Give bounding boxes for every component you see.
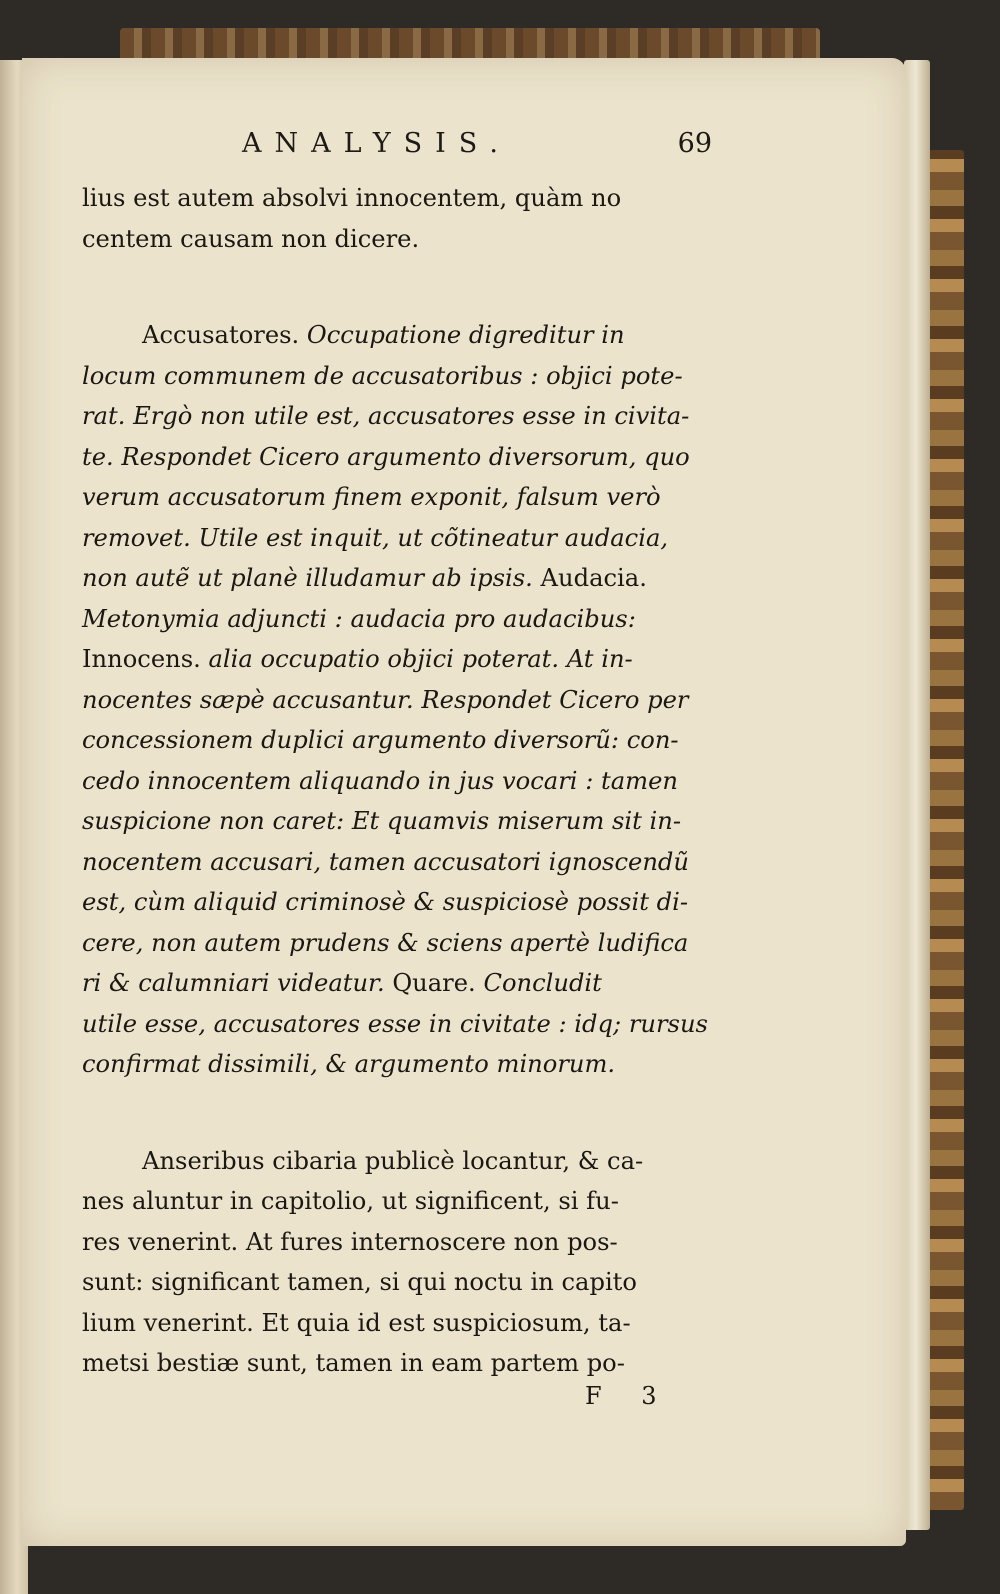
commentary-line (82, 315, 737, 356)
commentary-line (82, 801, 737, 842)
italic-run: suspicione non caret: Et quamvis miserum sit in- (82, 807, 682, 835)
quotation-line: nes aluntur in capitolio, ut significent, si fu- (82, 1187, 619, 1215)
text-line: lius est autem absolvi innocentem, quàm no (82, 184, 622, 212)
commentary-line (82, 437, 737, 478)
commentary-line (82, 1044, 737, 1085)
italic-run: Metonymia adjuncti : audacia pro audacibus: (82, 604, 636, 633)
page-header (242, 128, 722, 168)
commentary-line (82, 882, 737, 923)
commentary-paragraph (82, 315, 737, 1085)
italic-run: Occupatione digreditur in (306, 321, 625, 349)
italic-run: cere, non autem prudens & sciens apertè ludifica (82, 928, 689, 957)
italic-run: non autẽ ut planè illudamur ab ipsis. (82, 564, 541, 592)
commentary-line (82, 1004, 737, 1045)
italic-run: ri & calumniari videatur. (82, 969, 393, 997)
italic-run: Concludit (483, 969, 602, 997)
commentary-line (82, 396, 737, 437)
italic-run: rat. Ergò non utile est, accusatores esse in civita- (82, 402, 690, 430)
commentary-line (82, 518, 737, 559)
lemma-run: Innocens. (82, 645, 209, 673)
commentary-line (82, 842, 737, 883)
italic-run: nocentes sæpè accusantur. Respondet Cicero per (82, 685, 689, 714)
italic-run: te. Respondet Cicero argumento diversorum, quo (82, 442, 690, 471)
text-block (82, 178, 737, 1384)
italic-run: utile esse, accusatores esse in civitate : idq; rursus (82, 1009, 708, 1038)
quotation-line: sunt: significant tamen, si qui noctu in capito (82, 1268, 637, 1296)
running-title: ANALYSIS. (242, 128, 511, 159)
quotation-line: res venerint. At fures internoscere non pos- (82, 1227, 618, 1256)
commentary-line (82, 599, 737, 640)
commentary-line (82, 761, 737, 802)
quotation-line: lium venerint. Et quia id est suspiciosum, ta- (82, 1308, 631, 1337)
commentary-line (82, 680, 737, 721)
italic-run: confirmat dissimili, & argumento minorum. (82, 1050, 616, 1078)
page-fore-edge (904, 60, 930, 1530)
italic-run: concessionem duplici argumento diversorũ: con- (82, 726, 679, 754)
italic-run: verum accusatorum finem exponit, falsum verò (82, 483, 661, 511)
commentary-line (82, 356, 737, 397)
signature-mark: F 3 (585, 1382, 673, 1410)
italic-run: locum communem de accusatoribus : objici pote- (82, 361, 683, 390)
commentary-line (82, 923, 737, 964)
commentary-line (82, 963, 737, 1004)
italic-run: alia occupatio objici poterat. At in- (208, 645, 633, 673)
commentary-line (82, 720, 737, 761)
commentary-line (82, 477, 737, 518)
quotation-paragraph (82, 1141, 737, 1384)
book-top-edge (120, 28, 820, 60)
italic-run: cedo innocentem aliquando in jus vocari : tamen (82, 766, 678, 795)
commentary-line (82, 639, 737, 680)
commentary-line (82, 558, 737, 599)
page-number: 69 (677, 128, 712, 159)
quotation-line: metsi bestiæ sunt, tamen in eam partem po- (82, 1349, 625, 1377)
quotation-line: Anseribus cibaria publicè locantur, & ca- (142, 1146, 644, 1175)
italic-run: est, cùm aliquid criminosè & suspiciosè possit di- (82, 888, 689, 916)
top-paragraph (82, 178, 737, 259)
lemma-run: Quare. (392, 969, 484, 997)
lemma-run: Audacia. (540, 564, 647, 592)
lemma-run: Accusatores. (142, 321, 307, 349)
text-line: centem causam non dicere. (82, 224, 420, 253)
italic-run: nocentem accusari, tamen accusatori ignoscendũ (82, 847, 689, 876)
italic-run: removet. Utile est inquit, ut cõtineatur audacia, (82, 523, 669, 552)
